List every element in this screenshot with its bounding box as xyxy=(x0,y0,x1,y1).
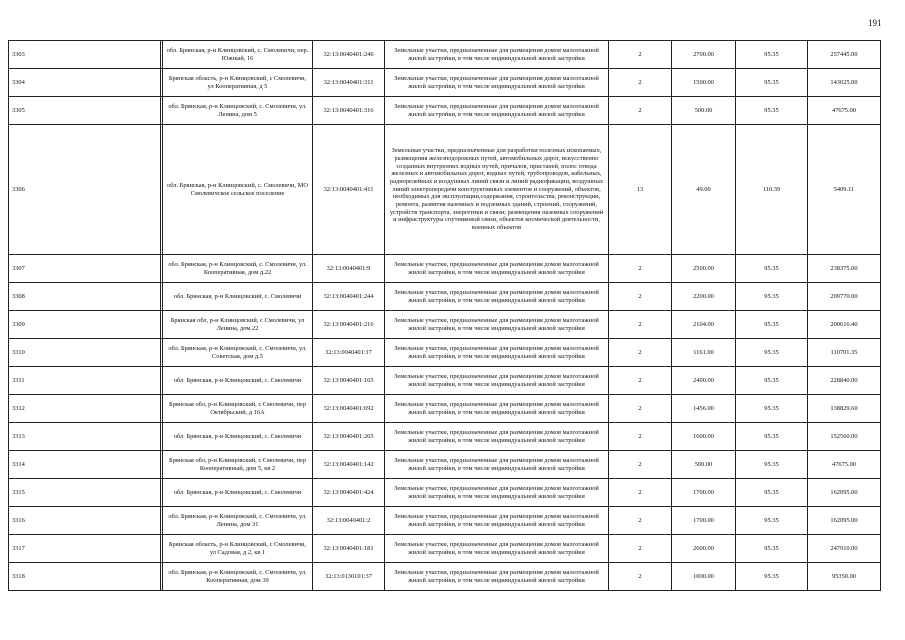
area-cell: 2600.00 xyxy=(672,535,736,563)
cadastral-number-cell: 32:13:0040401:316 xyxy=(313,97,385,125)
land-use-cell: Земельные участки, предназначенные для размещения домов малоэтажной жилой застройки, в том числе индивидуальной жилой застройки xyxy=(385,339,609,367)
cadastral-number-cell: 32:13:0040401:142 xyxy=(313,451,385,479)
group-code-cell: 2 xyxy=(609,563,672,591)
table-row xyxy=(9,339,881,367)
group-code-cell: 2 xyxy=(609,395,672,423)
rate-cell: 95.35 xyxy=(736,69,808,97)
table-row xyxy=(9,423,881,451)
row-number: 3303 xyxy=(9,41,161,69)
table-row xyxy=(9,451,881,479)
rate-cell: 95.35 xyxy=(736,41,808,69)
area-cell: 500.00 xyxy=(672,97,736,125)
registry-table xyxy=(8,40,881,591)
rate-cell: 110.39 xyxy=(736,125,808,255)
cadastral-value-cell: 238375.00 xyxy=(808,255,881,283)
address-cell: Брянская обл, р-н Клинцовский, с Смолевичи, ул Ленина, дом 22 xyxy=(163,311,313,339)
cadastral-number-cell: 32:13:0130101:37 xyxy=(313,563,385,591)
address-cell: обл. Брянская, р-н Клинцовский, с. Смолевичи, ул. Ленина, дом 5 xyxy=(163,97,313,125)
area-cell: 1161.00 xyxy=(672,339,736,367)
cadastral-number-cell: 32:13:0040401:244 xyxy=(313,283,385,311)
rate-cell: 95.35 xyxy=(736,283,808,311)
cadastral-number-cell: 32:13:0040401:181 xyxy=(313,535,385,563)
row-number: 3305 xyxy=(9,97,161,125)
group-code-cell: 2 xyxy=(609,69,672,97)
area-cell: 1600.00 xyxy=(672,423,736,451)
area-cell: 49.00 xyxy=(672,125,736,255)
table-row xyxy=(9,479,881,507)
land-use-cell: Земельные участки, предназначенные для размещения домов малоэтажной жилой застройки, в том числе индивидуальной жилой застройки xyxy=(385,283,609,311)
area-cell: 2700.00 xyxy=(672,41,736,69)
rate-cell: 95.35 xyxy=(736,451,808,479)
cadastral-number-cell: 32:13:0040401:216 xyxy=(313,311,385,339)
rate-cell: 95.35 xyxy=(736,311,808,339)
cadastral-value-cell: 138829.60 xyxy=(808,395,881,423)
address-cell: обл. Брянская, р-н Клинцовский, с. Смолевичи xyxy=(163,367,313,395)
row-number: 3315 xyxy=(9,479,161,507)
area-cell: 2500.00 xyxy=(672,255,736,283)
table-row xyxy=(9,255,881,283)
area-cell: 500.00 xyxy=(672,451,736,479)
row-number: 3306 xyxy=(9,125,161,255)
cadastral-number-cell: 32:13:0040401:2 xyxy=(313,507,385,535)
row-number: 3311 xyxy=(9,367,161,395)
row-number: 3316 xyxy=(9,507,161,535)
area-cell: 1700.00 xyxy=(672,507,736,535)
rate-cell: 95.35 xyxy=(736,97,808,125)
cadastral-number-cell: 32:13:0040401:265 xyxy=(313,423,385,451)
address-cell: Брянская область, р-н Клинцовский, с Смолевичи, ул Кооперативная, д 5 xyxy=(163,69,313,97)
cadastral-number-cell: 32:13:0040401:9 xyxy=(313,255,385,283)
cadastral-number-cell: 32:13:0040401:165 xyxy=(313,367,385,395)
cadastral-number-cell: 32:13:0040401:246 xyxy=(313,41,385,69)
group-code-cell: 2 xyxy=(609,451,672,479)
land-use-cell: Земельные участки, предназначенные для размещения домов малоэтажной жилой застройки, в том числе индивидуальной жилой застройки xyxy=(385,311,609,339)
cadastral-value-cell: 47675.00 xyxy=(808,451,881,479)
table-row xyxy=(9,535,881,563)
land-use-cell: Земельные участки, предназначенные для размещения домов малоэтажной жилой застройки, в том числе индивидуальной жилой застройки xyxy=(385,535,609,563)
land-use-cell: Земельные участки, предназначенные для размещения домов малоэтажной жилой застройки, в том числе индивидуальной жилой застройки xyxy=(385,97,609,125)
address-cell: Брянская область, р-н Клинцовский, с Смолевичи, ул Садовая, д 2, кв 1 xyxy=(163,535,313,563)
table-row xyxy=(9,41,881,69)
land-use-cell: Земельные участки, предназначенные для размещения домов малоэтажной жилой застройки, в том числе индивидуальной жилой застройки xyxy=(385,69,609,97)
row-number: 3312 xyxy=(9,395,161,423)
rate-cell: 95.35 xyxy=(736,507,808,535)
address-cell: обл. Брянская, р-н Клинцовский, с. Смолевичи, ул. Ленина, дом 31 xyxy=(163,507,313,535)
cadastral-number-cell: 32:13:0040401:692 xyxy=(313,395,385,423)
cadastral-number-cell: 32:13:0040401:411 xyxy=(313,125,385,255)
area-cell: 2104.00 xyxy=(672,311,736,339)
address-cell: обл. Брянская, р-н Клинцовский, с. Смолевичи, ул. Кооперативная, дом д.22 xyxy=(163,255,313,283)
cadastral-value-cell: 95350.00 xyxy=(808,563,881,591)
land-use-cell: Земельные участки, предназначенные для размещения домов малоэтажной жилой застройки, в том числе индивидуальной жилой застройки xyxy=(385,507,609,535)
group-code-cell: 2 xyxy=(609,41,672,69)
page-number: 191 xyxy=(868,18,882,28)
cadastral-number-cell: 32:13:0040401:311 xyxy=(313,69,385,97)
rate-cell: 95.35 xyxy=(736,423,808,451)
cadastral-value-cell: 162095.00 xyxy=(808,507,881,535)
group-code-cell: 2 xyxy=(609,479,672,507)
rate-cell: 95.35 xyxy=(736,535,808,563)
rate-cell: 95.35 xyxy=(736,367,808,395)
address-cell: обл. Брянская, р-н Клинцовский, с. Смолевичи, пер. Южный, 16 xyxy=(163,41,313,69)
row-number: 3308 xyxy=(9,283,161,311)
rate-cell: 95.35 xyxy=(736,255,808,283)
land-use-cell: Земельные участки, предназначенные для разработки полезных ископаемых, размещения железнодорожных путей, автомобильных дорог, искусственно созданных внутренних водных путей, причалов, пристаней, полос отвода железных и автомобильных дорог, водных путей, трубопроводов, кабельных, радиорелейных и воздушных линий связи и линий радиофикации, воздушных линий электропередачи конструктивных элементов и сооружений, объектов, необходимых для эксплуатации,содержания, строительства, реконструкции, ремонта, развития наземных и подземных зданий, строений, сооружений, устройств транспорта, энергетики и связи; размещения наземных сооружений и инфраструктуры спутниковой связи, объектов космической деятельности, военных объектов xyxy=(385,125,609,255)
cadastral-value-cell: 257445.00 xyxy=(808,41,881,69)
land-use-cell: Земельные участки, предназначенные для размещения домов малоэтажной жилой застройки, в том числе индивидуальной жилой застройки xyxy=(385,451,609,479)
land-use-cell: Земельные участки, предназначенные для размещения домов малоэтажной жилой застройки, в том числе индивидуальной жилой застройки xyxy=(385,563,609,591)
address-cell: обл. Брянская, р-н Клинцовский, с. Смолевичи, ул. Кооперативная, дом 39 xyxy=(163,563,313,591)
table-row xyxy=(9,311,881,339)
table-row xyxy=(9,507,881,535)
row-number: 3318 xyxy=(9,563,161,591)
group-code-cell: 2 xyxy=(609,423,672,451)
address-cell: обл. Брянская, р-н Клинцовский, с. Смолевичи xyxy=(163,479,313,507)
land-use-cell: Земельные участки, предназначенные для размещения домов малоэтажной жилой застройки, в том числе индивидуальной жилой застройки xyxy=(385,395,609,423)
address-cell: обл. Брянская, р-н Клинцовский, с. Смолевичи, МО Смолевичское сельское поселение xyxy=(163,125,313,255)
area-cell: 1000.00 xyxy=(672,563,736,591)
group-code-cell: 2 xyxy=(609,339,672,367)
table-row xyxy=(9,563,881,591)
land-use-cell: Земельные участки, предназначенные для размещения домов малоэтажной жилой застройки, в том числе индивидуальной жилой застройки xyxy=(385,423,609,451)
rate-cell: 95.35 xyxy=(736,339,808,367)
row-number: 3317 xyxy=(9,535,161,563)
group-code-cell: 2 xyxy=(609,535,672,563)
group-code-cell: 2 xyxy=(609,283,672,311)
cadastral-number-cell: 32:13:0040401:424 xyxy=(313,479,385,507)
table-row xyxy=(9,395,881,423)
table-row xyxy=(9,283,881,311)
address-cell: обл. Брянская, р-н Клинцовский, с. Смолевичи xyxy=(163,423,313,451)
rate-cell: 95.35 xyxy=(736,479,808,507)
cadastral-value-cell: 228840.00 xyxy=(808,367,881,395)
cadastral-value-cell: 162095.00 xyxy=(808,479,881,507)
area-cell: 1456.00 xyxy=(672,395,736,423)
group-code-cell: 2 xyxy=(609,255,672,283)
row-number: 3307 xyxy=(9,255,161,283)
row-number: 3309 xyxy=(9,311,161,339)
area-cell: 1700.00 xyxy=(672,479,736,507)
row-number: 3310 xyxy=(9,339,161,367)
area-cell: 1500.00 xyxy=(672,69,736,97)
cadastral-value-cell: 152560.00 xyxy=(808,423,881,451)
cadastral-value-cell: 110701.35 xyxy=(808,339,881,367)
cadastral-value-cell: 247910.00 xyxy=(808,535,881,563)
address-cell: Брянская обл, р-н Клинцовский, с Смолевичи, пер Кооперативный, дом 5, кв 2 xyxy=(163,451,313,479)
land-use-cell: Земельные участки, предназначенные для размещения домов малоэтажной жилой застройки, в том числе индивидуальной жилой застройки xyxy=(385,41,609,69)
table-row xyxy=(9,367,881,395)
group-code-cell: 2 xyxy=(609,367,672,395)
cadastral-value-cell: 47675.00 xyxy=(808,97,881,125)
group-code-cell: 2 xyxy=(609,311,672,339)
row-number: 3304 xyxy=(9,69,161,97)
cadastral-value-cell: 209770.00 xyxy=(808,283,881,311)
land-use-cell: Земельные участки, предназначенные для размещения домов малоэтажной жилой застройки, в том числе индивидуальной жилой застройки xyxy=(385,479,609,507)
land-use-cell: Земельные участки, предназначенные для размещения домов малоэтажной жилой застройки, в том числе индивидуальной жилой застройки xyxy=(385,255,609,283)
land-use-cell: Земельные участки, предназначенные для размещения домов малоэтажной жилой застройки, в том числе индивидуальной жилой застройки xyxy=(385,367,609,395)
table-row xyxy=(9,69,881,97)
cadastral-value-cell: 5409.11 xyxy=(808,125,881,255)
area-cell: 2200.00 xyxy=(672,283,736,311)
row-number: 3314 xyxy=(9,451,161,479)
area-cell: 2400.00 xyxy=(672,367,736,395)
address-cell: Брянская обл, р-н Клинцовский, с Смолевичи, пер Октябрьский, д 16А xyxy=(163,395,313,423)
table-row xyxy=(9,97,881,125)
address-cell: обл. Брянская, р-н Клинцовский, с. Смолевичи xyxy=(163,283,313,311)
address-cell: обл. Брянская, р-н Клинцовский, с. Смолевичи, ул. Советская, дом д.5 xyxy=(163,339,313,367)
rate-cell: 95.35 xyxy=(736,395,808,423)
group-code-cell: 13 xyxy=(609,125,672,255)
table-row xyxy=(9,125,881,255)
cadastral-value-cell: 143025.00 xyxy=(808,69,881,97)
cadastral-number-cell: 32:13:0040401:17 xyxy=(313,339,385,367)
cadastral-value-cell: 200616.40 xyxy=(808,311,881,339)
registry-body xyxy=(9,41,881,591)
row-number: 3313 xyxy=(9,423,161,451)
group-code-cell: 2 xyxy=(609,97,672,125)
group-code-cell: 2 xyxy=(609,507,672,535)
rate-cell: 95.35 xyxy=(736,563,808,591)
